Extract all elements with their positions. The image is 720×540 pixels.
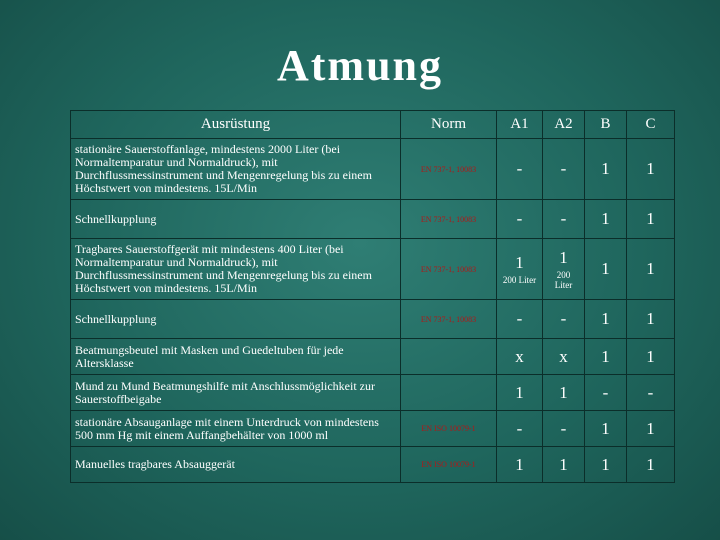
row-norm: EN ISO 10079-1 bbox=[401, 411, 497, 447]
cell-a1 bbox=[497, 239, 543, 300]
cell-c: 1 bbox=[627, 300, 675, 339]
table-row bbox=[71, 375, 675, 411]
row-norm: EN ISO 10079-1 bbox=[401, 447, 497, 483]
cell-c: 1 bbox=[627, 447, 675, 483]
cell-a1: - bbox=[497, 411, 543, 447]
header-ausruestung: Ausrüstung bbox=[71, 111, 401, 139]
cell-c: 1 bbox=[627, 239, 675, 300]
cell-a2-volume: 200 Liter bbox=[554, 270, 573, 290]
row-norm bbox=[401, 375, 497, 411]
cell-a2: - bbox=[543, 411, 585, 447]
table-row bbox=[71, 447, 675, 483]
row-norm bbox=[401, 339, 497, 375]
table-row bbox=[71, 139, 675, 200]
cell-a1: - bbox=[497, 300, 543, 339]
cell-b: 1 bbox=[585, 447, 627, 483]
header-c: C bbox=[627, 111, 675, 139]
cell-a1: x bbox=[497, 339, 543, 375]
cell-a1-volume: 200 Liter bbox=[502, 275, 537, 285]
row-description: Tragbares Sauerstoffgerät mit mindestens 400 Liter (bei Normaltemparatur und Normaldruck), mit Durchflussmessinstrument und Mengenregelung bis zu einem Höchstwert von mindestens. 15L/Min bbox=[71, 239, 401, 300]
cell-a2: 1 bbox=[543, 375, 585, 411]
cell-b: 1 bbox=[585, 239, 627, 300]
header-b: B bbox=[585, 111, 627, 139]
cell-a2: - bbox=[543, 139, 585, 200]
header-norm: Norm bbox=[401, 111, 497, 139]
cell-a2: - bbox=[543, 200, 585, 239]
table-row bbox=[71, 200, 675, 239]
cell-a1: 1 bbox=[497, 447, 543, 483]
cell-a1: 1 bbox=[497, 375, 543, 411]
table-row bbox=[71, 411, 675, 447]
cell-b: 1 bbox=[585, 411, 627, 447]
cell-b: 1 bbox=[585, 139, 627, 200]
row-norm: EN 737-1, 10083 bbox=[401, 200, 497, 239]
slide-title: Atmung bbox=[276, 41, 444, 90]
equipment-table bbox=[70, 110, 675, 483]
cell-a2: x bbox=[543, 339, 585, 375]
cell-a1: - bbox=[497, 139, 543, 200]
cell-b: 1 bbox=[585, 300, 627, 339]
cell-c: 1 bbox=[627, 200, 675, 239]
header-a1: A1 bbox=[497, 111, 543, 139]
cell-a1-value: 1 bbox=[515, 253, 524, 272]
cell-c: 1 bbox=[627, 139, 675, 200]
cell-a1: - bbox=[497, 200, 543, 239]
header-a2: A2 bbox=[543, 111, 585, 139]
row-description: stationäre Absauganlage mit einem Unterdruck von mindestens 500 mm Hg mit einem Auffangbehälter von 1000 ml bbox=[71, 411, 401, 447]
row-description: stationäre Sauerstoffanlage, mindestens 2000 Liter (bei Normaltemparatur und Normaldruck), mit Durchflussmessinstrument und Mengenregelung bis zu einem Höchstwert von mindestens. 15L/Min bbox=[71, 139, 401, 200]
row-description: Schnellkupplung bbox=[71, 200, 401, 239]
row-description: Mund zu Mund Beatmungshilfe mit Anschlussmöglichkeit zur Sauerstoffbeigabe bbox=[71, 375, 401, 411]
row-norm: EN 737-1, 10083 bbox=[401, 239, 497, 300]
table-row bbox=[71, 239, 675, 300]
cell-c: - bbox=[627, 375, 675, 411]
table-header-row bbox=[71, 111, 675, 139]
cell-a2-value: 1 bbox=[559, 248, 568, 267]
cell-a2: 1 bbox=[543, 447, 585, 483]
cell-b: - bbox=[585, 375, 627, 411]
cell-a2 bbox=[543, 239, 585, 300]
cell-b: 1 bbox=[585, 339, 627, 375]
row-description: Schnellkupplung bbox=[71, 300, 401, 339]
row-norm: EN 737-1, 10083 bbox=[401, 300, 497, 339]
cell-b: 1 bbox=[585, 200, 627, 239]
row-norm: EN 737-1, 10083 bbox=[401, 139, 497, 200]
cell-c: 1 bbox=[627, 411, 675, 447]
cell-c: 1 bbox=[627, 339, 675, 375]
table-row bbox=[71, 300, 675, 339]
table-row bbox=[71, 339, 675, 375]
row-description: Manuelles tragbares Absauggerät bbox=[71, 447, 401, 483]
cell-a2: - bbox=[543, 300, 585, 339]
row-description: Beatmungsbeutel mit Masken und Guedeltuben für jede Altersklasse bbox=[71, 339, 401, 375]
